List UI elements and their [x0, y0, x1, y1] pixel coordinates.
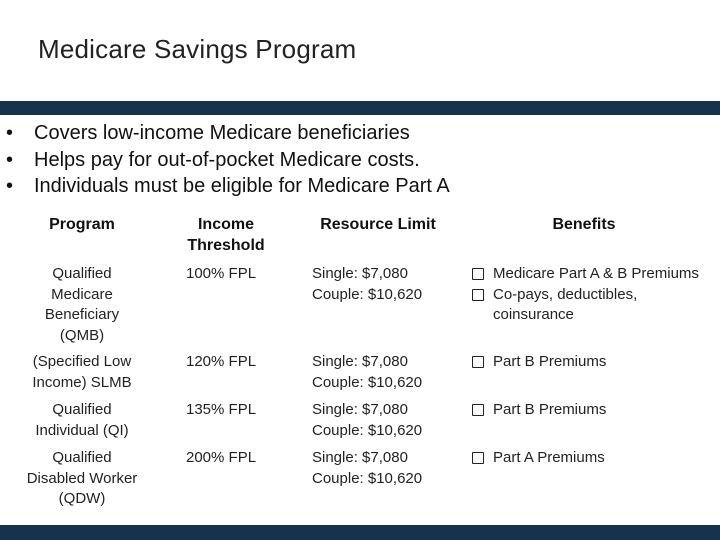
bullet-list	[6, 120, 450, 200]
benefit-item	[472, 448, 708, 469]
bullet-dot: •	[6, 175, 14, 197]
table-row	[12, 348, 712, 396]
header-income-threshold	[152, 208, 300, 260]
resource-cell	[300, 348, 456, 396]
bullet-item	[6, 147, 450, 174]
benefit-text: Part B Premiums	[493, 401, 607, 418]
benefits-cell	[456, 260, 712, 348]
income-cell: 200% FPL	[186, 449, 257, 466]
program-line: (QMB)	[59, 326, 105, 344]
header-program: Program	[49, 216, 115, 233]
resource-couple: Couple: $10,620	[312, 285, 423, 303]
footer-band	[0, 525, 720, 540]
header-divider-band	[0, 101, 720, 115]
program-line: (Specified Low	[32, 353, 132, 370]
benefit-item	[472, 285, 708, 326]
resource-single: Single: $7,080	[312, 401, 408, 418]
income-cell: 135% FPL	[186, 401, 257, 418]
program-line: Disabled Worker	[26, 469, 138, 487]
program-line: Qualified	[52, 449, 112, 466]
resource-cell	[300, 396, 456, 444]
resource-couple: Couple: $10,620	[312, 373, 423, 391]
benefit-text: Part A Premiums	[493, 449, 605, 466]
program-cell	[12, 260, 152, 348]
program-line: Individual (QI)	[35, 421, 129, 439]
program-line: Medicare	[51, 285, 113, 303]
benefit-text: Co-pays, deductibles, coinsurance	[493, 285, 638, 323]
resource-cell	[300, 260, 456, 348]
benefits-cell	[456, 444, 712, 518]
bullet-dot: •	[6, 148, 14, 171]
checkbox-square-icon	[472, 289, 484, 301]
program-line: Qualified	[52, 265, 112, 282]
program-line: (QDW)	[58, 490, 106, 507]
page-title: Medicare Savings Program	[38, 34, 357, 64]
header-income-line1: Income	[197, 216, 254, 233]
table-row	[12, 260, 712, 348]
checkbox-square-icon	[472, 404, 484, 416]
benefit-item	[472, 264, 708, 285]
program-cell	[12, 348, 152, 396]
header-benefits: Benefits	[552, 216, 616, 233]
program-line: Qualified	[52, 401, 112, 418]
resource-single: Single: $7,080	[312, 353, 408, 370]
resource-couple: Couple: $10,620	[312, 421, 423, 439]
bullet-item	[6, 120, 450, 147]
table-row	[12, 444, 712, 518]
program-table	[12, 208, 712, 518]
income-cell: 100% FPL	[186, 265, 257, 282]
checkbox-square-icon	[472, 268, 484, 280]
bullet-text: Helps pay for out-of-pocket Medicare costs.	[34, 148, 420, 171]
resource-single: Single: $7,080	[312, 449, 408, 466]
benefits-cell	[456, 396, 712, 444]
table-header-row	[12, 208, 712, 260]
checkbox-square-icon	[472, 356, 484, 368]
header-income-line2: Threshold	[187, 237, 265, 254]
bullet-item	[6, 173, 450, 200]
resource-single: Single: $7,080	[312, 265, 408, 282]
income-cell: 120% FPL	[186, 353, 257, 370]
program-line: Income) SLMB	[32, 373, 132, 391]
benefit-item	[472, 400, 708, 421]
checkbox-square-icon	[472, 452, 484, 464]
resource-couple: Couple: $10,620	[312, 469, 423, 487]
table-row	[12, 396, 712, 444]
bullet-dot: •	[6, 122, 14, 144]
program-cell	[12, 396, 152, 444]
benefit-text: Medicare Part A & B Premiums	[493, 265, 699, 282]
program-cell	[12, 444, 152, 518]
resource-cell	[300, 444, 456, 518]
benefit-text: Part B Premiums	[493, 353, 607, 370]
header-resource-limit: Resource Limit	[320, 216, 436, 233]
benefits-cell	[456, 348, 712, 396]
benefit-item	[472, 352, 708, 373]
bullet-text: Individuals must be eligible for Medicare Part A	[34, 175, 450, 197]
bullet-text: Covers low-income Medicare beneficiaries	[34, 122, 410, 144]
program-line: Beneficiary	[44, 306, 120, 323]
